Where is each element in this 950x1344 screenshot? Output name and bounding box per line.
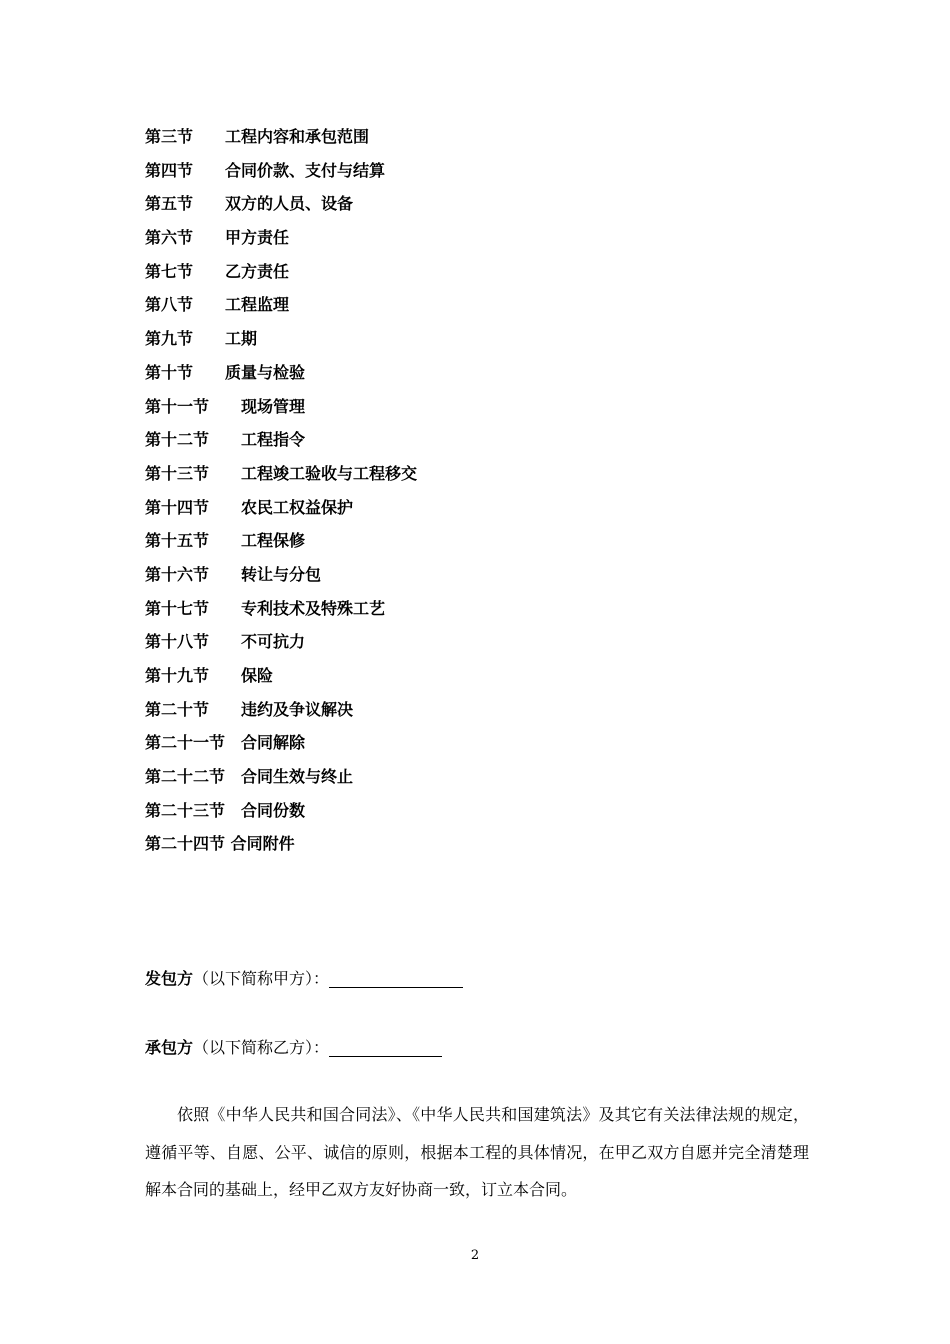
toc-gap [209, 498, 241, 517]
toc-section-number: 第八节 [145, 295, 194, 315]
toc-gap [209, 632, 241, 651]
toc-gap [209, 599, 241, 618]
toc-item [145, 831, 417, 865]
toc-gap [209, 397, 241, 416]
contractor-line [145, 1035, 442, 1058]
toc-item [145, 191, 417, 225]
employer-note: （以下简称甲方）： [193, 969, 330, 988]
toc-section-number: 第二十一节 [145, 733, 226, 753]
toc-item [145, 292, 417, 326]
toc-section-title: 工期 [225, 329, 258, 349]
contractor-label: 承包方 [145, 1038, 194, 1057]
toc-section-number: 第二十二节 [145, 767, 226, 787]
toc-section-number: 第十二节 [145, 430, 210, 450]
toc-section-number: 第十节 [145, 362, 194, 382]
toc-section-title: 现场管理 [241, 396, 306, 416]
contractor-blank[interactable] [329, 1038, 442, 1057]
toc-section-title: 不可抗力 [241, 632, 306, 652]
toc-section-title: 合同附件 [230, 834, 295, 854]
toc-gap [225, 801, 241, 820]
toc-item [145, 360, 417, 394]
toc-section-title: 转让与分包 [241, 564, 322, 584]
toc-item [145, 427, 417, 461]
toc-section-title: 工程指令 [241, 430, 306, 450]
toc-section-title: 工程保修 [241, 531, 306, 551]
toc-item [145, 326, 417, 360]
toc-item [145, 629, 417, 663]
toc-section-number: 第二十四节 [145, 834, 226, 854]
toc-item [145, 730, 417, 764]
toc-section-number: 第七节 [145, 261, 194, 281]
toc-section-number: 第十三节 [145, 463, 210, 483]
toc-section-title: 合同生效与终止 [241, 767, 354, 787]
toc-section-number: 第二十三节 [145, 800, 226, 820]
toc-section-title: 保险 [241, 666, 274, 685]
toc-section-title: 违约及争议解决 [241, 699, 354, 719]
toc-section-title: 工程内容和承包范围 [225, 127, 370, 146]
toc-gap [193, 295, 225, 314]
toc-section-number: 第九节 [145, 329, 194, 349]
toc-section-number: 第五节 [145, 194, 194, 214]
toc-gap [209, 430, 241, 449]
toc-section-number: 第十四节 [145, 497, 210, 517]
toc-item [145, 697, 417, 731]
toc-section-number: 第十一节 [145, 396, 210, 416]
toc-section-number: 第十八节 [145, 632, 210, 652]
toc-item [145, 798, 417, 832]
toc-section-number: 第十九节 [145, 666, 210, 685]
toc-item [145, 764, 417, 798]
toc-section-title: 合同解除 [241, 733, 306, 753]
toc-gap [225, 767, 241, 786]
toc-item [145, 495, 417, 529]
toc-gap [209, 700, 241, 719]
toc-item [145, 562, 417, 596]
toc-gap [225, 733, 241, 752]
intro-paragraph: 依照《中华人民共和国合同法》、《中华人民共和国建筑法》及其它有关法律法规的规定，遵循平等、自愿、公平、诚信的原则，根据本工程的具体情况，在甲乙双方自愿并完全清楚理解本合同的基础上，经甲乙双方友好协商一致，订立本合同。 [145, 1105, 809, 1199]
toc-section-number: 第二十节 [145, 699, 210, 719]
toc-section-title: 合同份数 [241, 800, 306, 820]
toc-gap [209, 464, 241, 483]
toc-gap [193, 363, 225, 382]
toc-section-number: 第十六节 [145, 564, 210, 584]
toc-section-title: 甲方责任 [225, 228, 290, 248]
toc-section-number: 第六节 [145, 228, 194, 248]
toc-gap [193, 194, 225, 213]
toc-section-title: 农民工权益保护 [241, 497, 354, 517]
toc-item [145, 394, 417, 428]
toc-item [145, 461, 417, 495]
toc-item [145, 124, 417, 158]
toc-section-number: 第四节 [145, 160, 194, 180]
toc-gap [209, 565, 241, 584]
table-of-contents [145, 124, 417, 865]
employer-line [145, 966, 463, 989]
toc-item [145, 528, 417, 562]
toc-item [145, 158, 417, 192]
contractor-note: （以下简称乙方）： [193, 1038, 330, 1057]
page-number: 2 [470, 1248, 480, 1263]
toc-section-number: 第三节 [145, 127, 194, 146]
toc-section-title: 双方的人员、设备 [225, 194, 354, 214]
toc-item [145, 596, 417, 630]
toc-section-number: 第十五节 [145, 531, 210, 551]
toc-gap [209, 666, 241, 685]
toc-section-title: 专利技术及特殊工艺 [241, 598, 386, 618]
toc-gap [193, 127, 225, 146]
employer-label: 发包方 [145, 969, 194, 988]
toc-gap [193, 161, 225, 180]
toc-section-number: 第十七节 [145, 598, 210, 618]
toc-item [145, 663, 417, 697]
toc-gap [193, 262, 225, 281]
toc-gap [193, 329, 225, 348]
toc-section-title: 质量与检验 [225, 362, 306, 382]
toc-gap [193, 228, 225, 247]
toc-item [145, 225, 417, 259]
toc-section-title: 合同价款、支付与结算 [225, 160, 386, 180]
toc-gap [209, 531, 241, 550]
toc-section-title: 工程竣工验收与工程移交 [241, 463, 418, 483]
toc-section-title: 乙方责任 [225, 261, 290, 281]
toc-item [145, 259, 417, 293]
employer-blank[interactable] [329, 969, 463, 988]
toc-section-title: 工程监理 [225, 295, 290, 315]
